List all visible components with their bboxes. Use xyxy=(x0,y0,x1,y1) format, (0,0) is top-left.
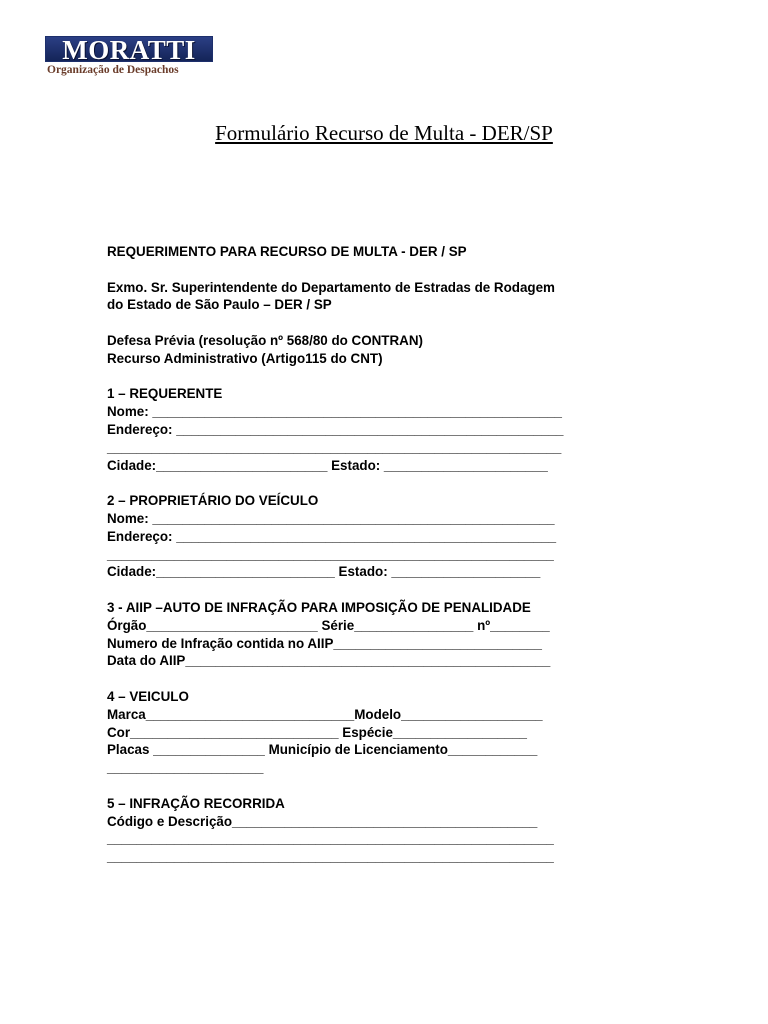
section-infracao xyxy=(107,795,627,866)
section-proprietario xyxy=(107,492,627,581)
nome-field[interactable]: Nome: _______________________________________________________ xyxy=(107,404,562,420)
numero-infracao-field[interactable]: Numero de Infração contida no AIIP____________________________ xyxy=(107,635,542,651)
logo-banner xyxy=(45,36,213,62)
section-requerente xyxy=(107,385,627,474)
section-title: 2 – PROPRIETÁRIO DO VEÍCULO xyxy=(107,493,319,509)
section-veiculo xyxy=(107,688,627,777)
section-aiip xyxy=(107,599,627,670)
document-title: Formulário Recurso de Multa - DER/SP xyxy=(215,121,553,145)
cor-especie-field[interactable]: Cor____________________________ Espécie__________________ xyxy=(107,724,527,740)
section-title: 5 – INFRAÇÃO RECORRIDA xyxy=(107,795,285,811)
codigo-descricao-field[interactable]: Código e Descrição_________________________________________ xyxy=(107,813,538,829)
orgao-serie-numero-field[interactable]: Órgão_______________________ Série________________ nº________ xyxy=(107,617,550,633)
descricao-continuation-field[interactable]: ____________________________________________________________ xyxy=(107,831,554,847)
descricao-continuation-field[interactable]: ____________________________________________________________ xyxy=(107,849,554,865)
address-line-1: Exmo. Sr. Superintendente do Departamento de Estradas de Rodagem xyxy=(107,279,555,295)
endereco-continuation-field[interactable]: ____________________________________________________________ xyxy=(107,546,554,562)
logo-wordmark: MORATTI xyxy=(62,36,196,62)
form-heading: REQUERIMENTO PARA RECURSO DE MULTA - DER / SP xyxy=(107,244,467,259)
endereco-field[interactable]: Endereço: ____________________________________________________ xyxy=(107,421,564,437)
address-line-2: do Estado de São Paulo – DER / SP xyxy=(107,297,332,313)
cidade-estado-field[interactable]: Cidade:_______________________ Estado: ______________________ xyxy=(107,457,548,473)
endereco-field[interactable]: Endereço: ___________________________________________________ xyxy=(107,528,557,544)
form-body xyxy=(107,243,627,866)
placas-municipio-field[interactable]: Placas _______________ Município de Licenciamento____________ xyxy=(107,742,538,758)
endereco-continuation-field[interactable]: _____________________________________________________________ xyxy=(107,439,562,455)
defense-line-1: Defesa Prévia (resolução nº 568/80 do CONTRAN) xyxy=(107,332,423,348)
nome-field[interactable]: Nome: ______________________________________________________ xyxy=(107,510,555,526)
defense-line-2: Recurso Administrativo (Artigo115 do CNT) xyxy=(107,350,383,366)
logo-tagline: Organização de Despachos xyxy=(47,64,179,76)
marca-modelo-field[interactable]: Marca____________________________Modelo___________________ xyxy=(107,706,543,722)
moratti-logo xyxy=(45,36,217,76)
municipio-continuation-field[interactable]: _____________________ xyxy=(107,760,264,776)
section-title: 1 – REQUERENTE xyxy=(107,386,223,402)
section-title: 3 - AIIP –AUTO DE INFRAÇÃO PARA IMPOSIÇÃO DE PENALIDADE xyxy=(107,599,531,615)
data-aiip-field[interactable]: Data do AIIP_________________________________________________ xyxy=(107,653,551,669)
cidade-estado-field[interactable]: Cidade:________________________ Estado: ____________________ xyxy=(107,564,541,580)
section-title: 4 – VEICULO xyxy=(107,688,189,704)
